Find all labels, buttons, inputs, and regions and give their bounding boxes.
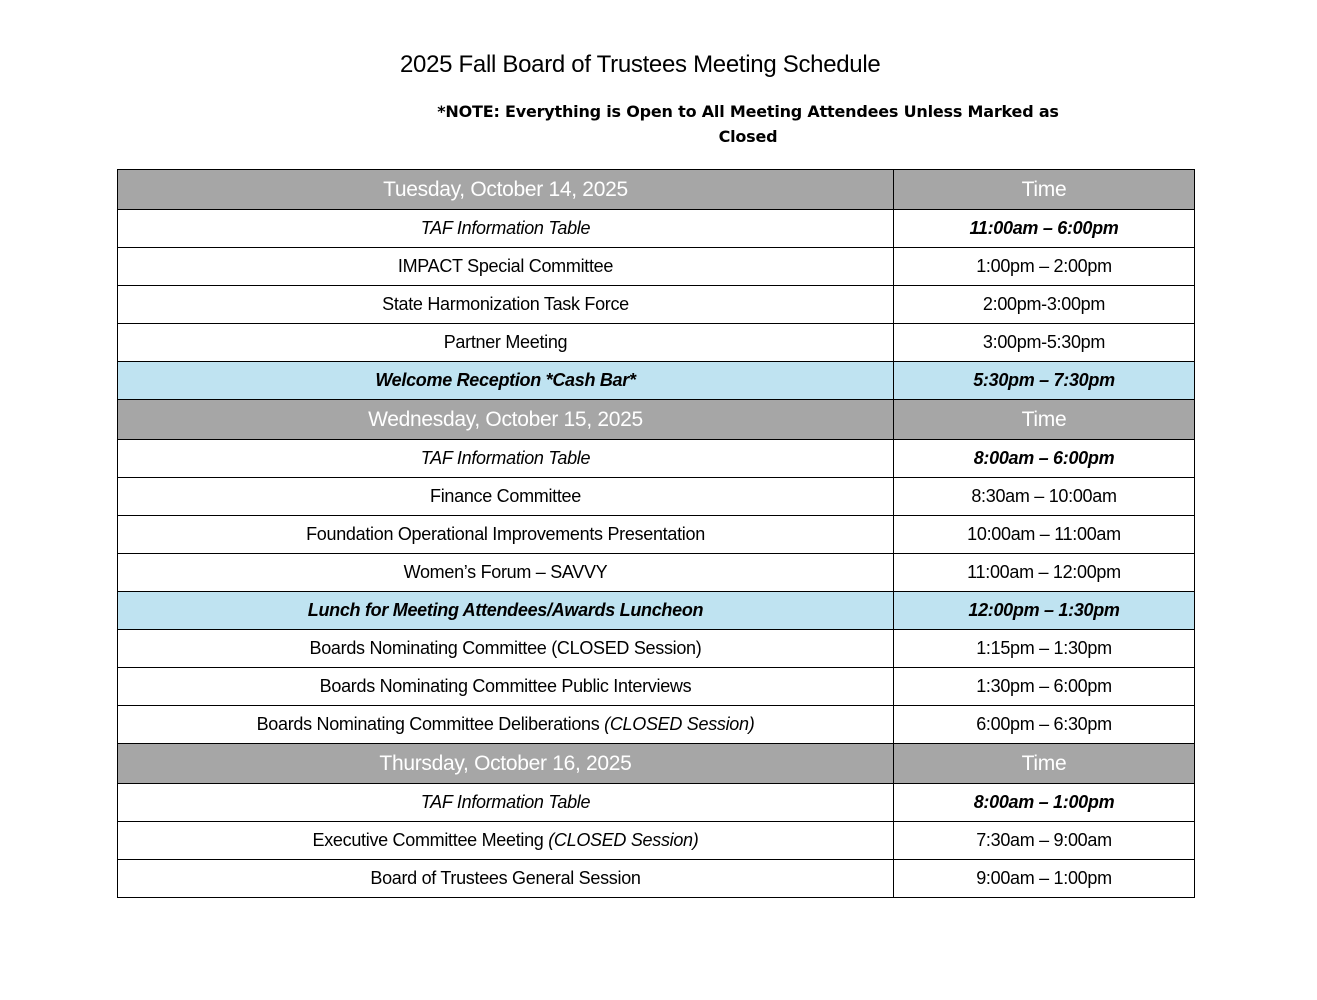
table-row — [118, 440, 1195, 478]
table-row — [118, 478, 1195, 516]
table-row — [118, 860, 1195, 898]
event-time: 6:00pm – 6:30pm — [894, 706, 1195, 744]
event-time: 5:30pm – 7:30pm — [894, 362, 1195, 400]
event-name — [118, 822, 894, 860]
event-time: 2:00pm-3:00pm — [894, 286, 1195, 324]
event-time: 8:00am – 1:00pm — [894, 784, 1195, 822]
event-name: Boards Nominating Committee (CLOSED Session) — [118, 630, 894, 668]
event-name: Foundation Operational Improvements Presentation — [118, 516, 894, 554]
table-row — [118, 248, 1195, 286]
table-row-highlighted — [118, 592, 1195, 630]
table-row — [118, 324, 1195, 362]
table-row — [118, 630, 1195, 668]
event-name: TAF Information Table — [118, 210, 894, 248]
table-row — [118, 516, 1195, 554]
day-header-row — [118, 744, 1195, 784]
note-line-2: Closed — [718, 127, 778, 146]
schedule-table — [117, 169, 1195, 898]
closed-session-label: (CLOSED Session) — [548, 830, 699, 850]
time-header: Time — [894, 400, 1195, 440]
time-header: Time — [894, 744, 1195, 784]
note — [428, 99, 1068, 149]
note-line-1: *NOTE: Everything is Open to All Meeting Attendees Unless Marked as — [437, 102, 1059, 121]
table-row — [118, 668, 1195, 706]
table-row — [118, 784, 1195, 822]
day-header: Wednesday, October 15, 2025 — [118, 400, 894, 440]
event-name: State Harmonization Task Force — [118, 286, 894, 324]
event-name: Partner Meeting — [118, 324, 894, 362]
event-time: 10:00am – 11:00am — [894, 516, 1195, 554]
event-time: 1:00pm – 2:00pm — [894, 248, 1195, 286]
event-name: Women’s Forum – SAVVY — [118, 554, 894, 592]
event-time: 9:00am – 1:00pm — [894, 860, 1195, 898]
event-name: Welcome Reception *Cash Bar* — [118, 362, 894, 400]
table-row — [118, 706, 1195, 744]
event-time: 11:00am – 6:00pm — [894, 210, 1195, 248]
event-name: TAF Information Table — [118, 784, 894, 822]
event-time: 8:00am – 6:00pm — [894, 440, 1195, 478]
time-header: Time — [894, 170, 1195, 210]
event-name: Finance Committee — [118, 478, 894, 516]
event-time: 12:00pm – 1:30pm — [894, 592, 1195, 630]
closed-session-label: (CLOSED Session) — [604, 714, 755, 734]
day-header: Thursday, October 16, 2025 — [118, 744, 894, 784]
event-name: Lunch for Meeting Attendees/Awards Luncheon — [118, 592, 894, 630]
table-row — [118, 210, 1195, 248]
page-title: 2025 Fall Board of Trustees Meeting Schedule — [400, 51, 881, 78]
event-time: 3:00pm-5:30pm — [894, 324, 1195, 362]
event-name: IMPACT Special Committee — [118, 248, 894, 286]
event-time: 8:30am – 10:00am — [894, 478, 1195, 516]
event-name: Board of Trustees General Session — [118, 860, 894, 898]
event-time: 1:15pm – 1:30pm — [894, 630, 1195, 668]
event-time: 11:00am – 12:00pm — [894, 554, 1195, 592]
event-time: 7:30am – 9:00am — [894, 822, 1195, 860]
table-row-highlighted — [118, 362, 1195, 400]
event-name: Boards Nominating Committee Public Interviews — [118, 668, 894, 706]
table-row — [118, 554, 1195, 592]
event-name-main: Executive Committee Meeting — [312, 830, 544, 850]
event-name: TAF Information Table — [118, 440, 894, 478]
event-time: 1:30pm – 6:00pm — [894, 668, 1195, 706]
table-row — [118, 822, 1195, 860]
table-row — [118, 286, 1195, 324]
day-header-row — [118, 170, 1195, 210]
day-header-row — [118, 400, 1195, 440]
event-name-main: Boards Nominating Committee Deliberations — [256, 714, 600, 734]
day-header: Tuesday, October 14, 2025 — [118, 170, 894, 210]
event-name — [118, 706, 894, 744]
